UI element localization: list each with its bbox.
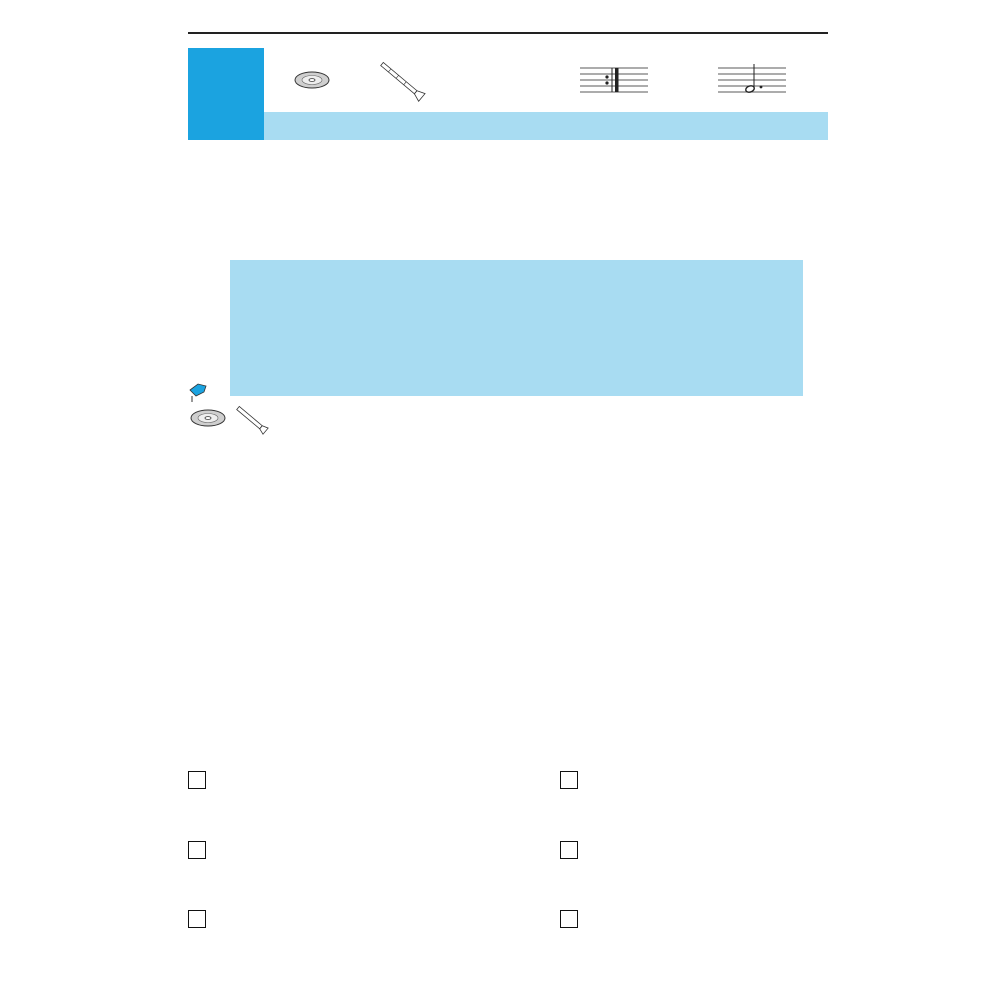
exercise-label-a xyxy=(188,771,206,789)
exercise-label-f xyxy=(560,910,578,928)
exercise-label-c xyxy=(188,841,206,859)
exercise-label-d xyxy=(560,841,578,859)
exercise-label-e xyxy=(188,910,206,928)
exercise-label-b xyxy=(560,771,578,789)
